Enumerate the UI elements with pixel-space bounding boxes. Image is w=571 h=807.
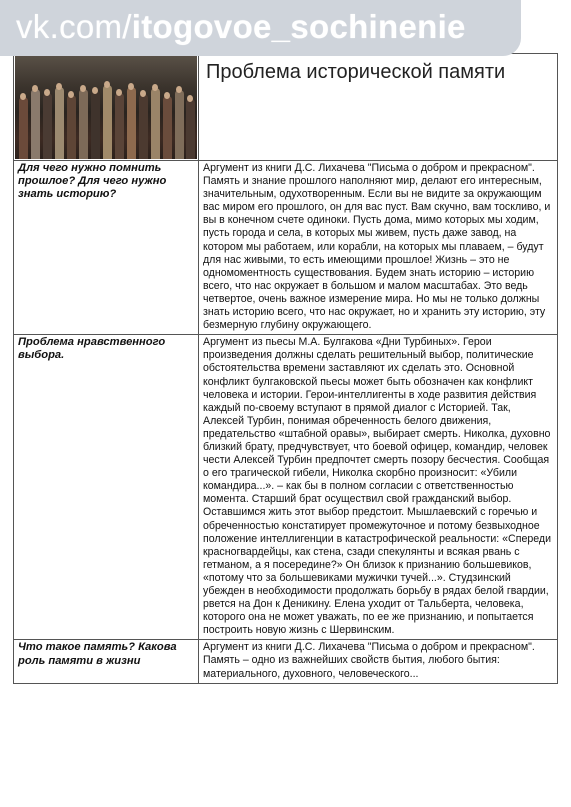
painting-figure	[79, 89, 88, 159]
table-row	[14, 161, 558, 335]
painting-figure	[31, 89, 40, 159]
painting-figure	[175, 90, 184, 159]
painting-figure	[186, 99, 195, 159]
argument-text: Аргумент из пьесы М.А. Булгакова «Дни Турбиных». Герои произведения должны сделать решительный выбор, политические обстоятельства времени заставляют их сделать это. Основной конфликт булгаковской пьесы может быть обозначен как конфликт человека и истории. Герои-интеллигенты в ходе развития действия каждый по-своему вступают в прямой диалог с Историей. Так, Алексей Турбин, понимая обреченность белого движения, предательство «штабной оравы», выбирает смерть. Николка, духовно близкий брату, предчувствует, что боевой офицер, командир, человек чести Алексей Турбин предпочтет смерть позору бесчестия. Сообщая о его трагической гибели, Николка скорбно произносит: «Убили командира...». – как бы в полном согласии с ответственностью момента. Старший брат осуществил свой гражданский выбор. Оставшимся жить этот выбор предстоит. Мышлаевский с горечью и обреченностью констатирует промежуточное и потому безвыходное положение интеллигенции в катастрофической реальности: «Спереди красногвардейцы, как стена, сзади спекулянты и всякая рвань с гетманом, а я посередине?» Он близок к признанию большевиков, «потому что за большевиками мужички тучей...». Студзинский убежден в необходимости продолжать борьбу в рядах белой гвардии, рвется на Дон к Деникину. Елена уходит от Тальберта, человека, которого она не может уважать, по ее же признанию, и попытается построить новую жизнь с Шервинским.	[203, 336, 551, 637]
watermark-handle: itogovoe_sochinenie	[131, 8, 466, 45]
historical-painting-image	[15, 55, 197, 159]
painting-head	[92, 87, 98, 94]
painting-figure	[163, 96, 172, 159]
painting-figure	[103, 85, 112, 159]
painting-head	[80, 85, 86, 92]
painting-figure	[115, 93, 124, 159]
painting-figure	[91, 91, 100, 159]
argument-table	[13, 53, 558, 684]
table-row	[14, 640, 558, 683]
argument-cell	[199, 640, 558, 683]
question-text: Проблема нравственного выбора.	[18, 336, 166, 362]
painting-head	[152, 84, 158, 91]
painting-head	[140, 90, 146, 97]
painting-figure	[151, 88, 160, 159]
header-row	[14, 54, 558, 161]
question-cell	[14, 335, 199, 640]
header-image-cell	[14, 54, 199, 161]
painting-head	[56, 83, 62, 90]
painting-head	[32, 85, 38, 92]
question-text: Для чего нужно помнить прошлое? Для чего нужно знать историю?	[18, 162, 167, 201]
painting-figure	[19, 97, 28, 159]
watermark-prefix: vk.com/	[16, 8, 132, 45]
header-title-cell	[199, 54, 558, 161]
question-cell	[14, 640, 199, 683]
painting-head	[176, 86, 182, 93]
painting-head	[44, 89, 50, 96]
painting-head	[104, 81, 110, 88]
table-row	[14, 335, 558, 640]
question-text: Что такое память? Какова роль памяти в жизни	[18, 641, 177, 667]
painting-head	[68, 91, 74, 98]
argument-cell	[199, 161, 558, 335]
painting-head	[187, 95, 193, 102]
painting-head	[20, 93, 26, 100]
argument-cell	[199, 335, 558, 640]
question-cell	[14, 161, 199, 335]
painting-figure	[55, 87, 64, 159]
painting-head	[116, 89, 122, 96]
painting-figure	[43, 93, 52, 159]
argument-text: Аргумент из книги Д.С. Лихачева "Письма о добром и прекрасном". Память и знание прошлого наполняют мир, делают его интересным, значительным, одухотворенным. Если вы не видите за окружающим вас миром его прошлого, он для вас пуст. Вам скучно, вам тоскливо, и вы в конечном счете одиноки. Пусть дома, мимо которых мы ходим, пусть города и села, в которых мы живем, пусть даже завод, на котором мы работаем, или корабли, на которых мы плаваем, – будут для нас живыми, то есть имеющими прошлое! Жизнь – это не одномоментность существования. Будем знать историю – историю всего, что нас окружает в большом и малом масштабах. Это ведь четвертое, очень важное измерение мира. Но мы не только должны знать историю всего, что нас окружает, но и хранить эту историю, эту безмерную глубину окружающего.	[203, 162, 551, 332]
painting-figure	[139, 94, 148, 159]
painting-head	[128, 83, 134, 90]
page-title: Проблема исторической памяти	[206, 61, 506, 83]
argument-text: Аргумент из книги Д.С. Лихачева "Письма о добром и прекрасном". Память – одно из важнейших свойств бытия, любого бытия: материального, духовного, человеческого...	[203, 641, 535, 680]
painting-figure	[127, 87, 136, 159]
painting-head	[164, 92, 170, 99]
watermark-banner	[0, 0, 521, 56]
painting-figure	[67, 95, 76, 159]
watermark-text	[16, 8, 466, 46]
